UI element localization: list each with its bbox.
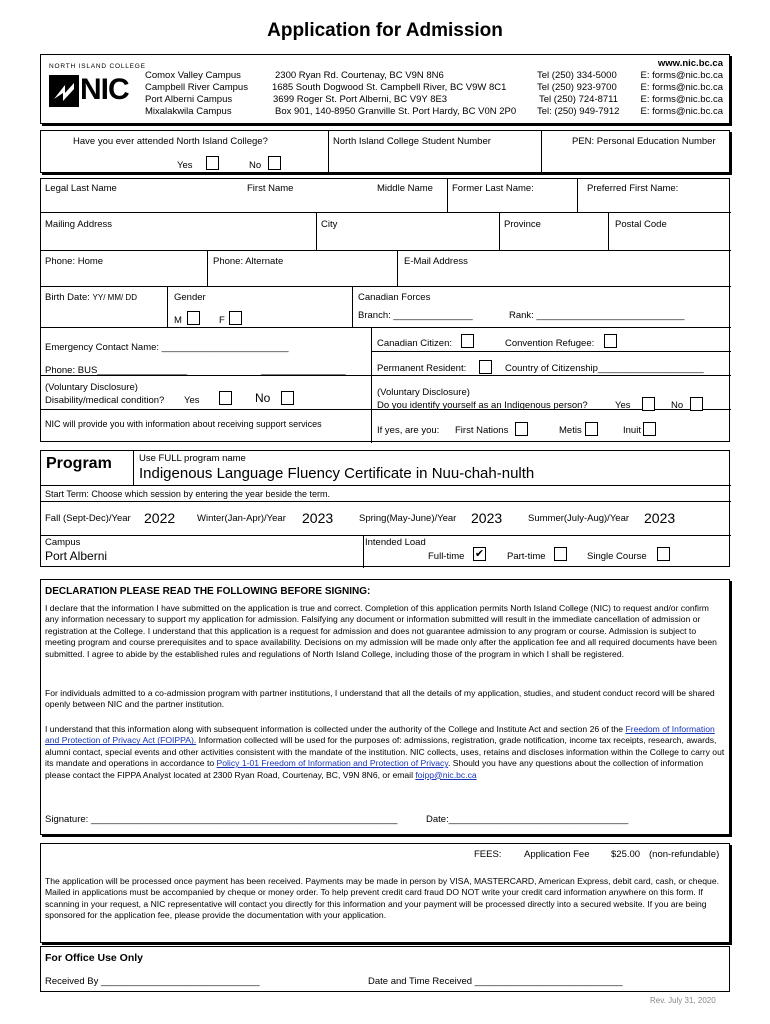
phone-home-label: Phone: Home — [45, 256, 104, 267]
preferred-first-name-label: Preferred First Name: — [587, 183, 679, 194]
phone-alternate-label: Phone: Alternate — [213, 256, 284, 267]
metis-checkbox[interactable] — [585, 422, 598, 436]
middle-name-label: Middle Name — [377, 183, 433, 194]
inuit-label: Inuit — [623, 425, 641, 436]
canadian-citizen-label: Canadian Citizen: — [377, 338, 452, 349]
winter-term-label: Winter(Jan-Apr)/Year — [197, 513, 286, 524]
spring-year-field[interactable]: 2023 — [471, 510, 503, 526]
campus-name: Comox Valley Campus — [145, 70, 241, 81]
legal-last-name-label: Legal Last Name — [45, 183, 117, 194]
gender-f-label: F — [219, 315, 225, 326]
paragraph-3-text-a: I understand that this information along with subsequent information is collected under the authority of the College and Institute Act and section 26 of the — [45, 724, 626, 734]
received-by-field[interactable]: Received By ______________________________ — [45, 976, 260, 987]
attended-section — [40, 130, 730, 173]
pen-label: PEN: Personal Education Number — [572, 136, 716, 147]
foippa-link[interactable]: Freedom of Information and Protection of Privacy Act (FOIPPA). — [45, 724, 715, 746]
campus-email: E: forms@nic.bc.ca — [640, 70, 723, 81]
page-title: Application for Admission — [267, 20, 503, 41]
application-fee-note: (non-refundable) — [649, 849, 720, 860]
birth-date-text: Birth Date: — [45, 292, 90, 303]
phone-bus-ext-field[interactable]: ________________ — [261, 365, 346, 376]
campus-tel: Tel (250) 724-8711 — [539, 94, 619, 105]
fees-label: FEES: — [474, 849, 502, 860]
campus-tel: Tel: (250) 949-7912 — [537, 106, 620, 117]
nic-logo-letters: NIC — [80, 73, 129, 106]
canadian-forces-label: Canadian Forces — [358, 292, 431, 303]
emergency-contact-field[interactable]: Emergency Contact Name: ________________________ — [45, 342, 289, 353]
campus-name: Mixalakwila Campus — [145, 106, 232, 117]
first-nations-label: First Nations — [455, 425, 509, 436]
declaration-paragraph-2: For individuals admitted to a co-admission program with partner institutions, I understand that all the details of my application, studies, and student conduct record will be shared openly between NIC and the partner institution. — [45, 688, 715, 710]
program-label: Program — [46, 455, 112, 472]
campus-address: 1685 South Dogwood St. Campbell River, BC V9W 8C1 — [272, 82, 507, 93]
disability-yes-label: Yes — [184, 395, 200, 406]
first-name-label: First Name — [247, 183, 294, 194]
date-field[interactable]: Date:__________________________________ — [426, 814, 629, 825]
province-label: Province — [504, 219, 541, 230]
campus-address: 2300 Ryan Rd. Courtenay, BC V9N 8N6 — [275, 70, 444, 81]
fulltime-checkbox[interactable]: ✔ — [474, 548, 485, 560]
voluntary-disclosure-2: (Voluntary Disclosure) — [377, 387, 470, 398]
indigenous-no-checkbox[interactable] — [690, 397, 703, 411]
paragraph-3-text-c: . Should you have any questions about the collection of information please contact the FIPPA Analyst located at 2300 Ryan Road, Courtenay, BC, V9N 8N6, or email — [45, 758, 704, 780]
campus-tel: Tel (250) 334-5000 — [537, 70, 617, 81]
fulltime-label: Full-time — [428, 551, 465, 562]
foipp-email-link[interactable]: foipp@nic.bc.ca — [415, 769, 477, 780]
first-nations-checkbox[interactable] — [515, 422, 528, 436]
date-time-received-field[interactable]: Date and Time Received ____________________________ — [368, 976, 623, 987]
former-last-name-label: Former Last Name: — [452, 183, 534, 194]
policy-link[interactable]: Policy 1-01 Freedom of Information and Protection of Privacy — [216, 758, 449, 769]
email-address-label: E-Mail Address — [404, 256, 468, 267]
student-number-label: North Island College Student Number — [333, 136, 491, 147]
program-name-hint: Use FULL program name — [139, 453, 246, 464]
canadian-citizen-checkbox[interactable] — [461, 334, 474, 348]
program-name-field[interactable]: Indigenous Language Fluency Certificate in Nuu-chah-nulth — [139, 465, 535, 482]
permanent-resident-checkbox[interactable] — [479, 360, 492, 374]
metis-label: Metis — [559, 425, 582, 436]
birth-date-label — [45, 292, 137, 303]
attended-question: Have you ever attended North Island College? — [73, 136, 268, 147]
campus-header — [40, 54, 730, 124]
support-services-note: NIC will provide you with information about receiving support services — [45, 419, 322, 429]
application-fee-amount: $25.00 — [611, 849, 641, 860]
fees-paragraph: The application will be processed once payment has been received. Payments may be made in person by VISA, MASTERCARD, American Express, debit card, cash, or cheque. Mailed in applications must be accompanied by cheque or money order. To help prevent credit card fraud DO NOT write your credit card information anywhere on this form. If scanning in your request, a NIC representative will contact you directly for this information and your payment will be processed directly into a secured website. If you are being sponsored for the application fee, please provide the documentation with your application. — [45, 876, 719, 921]
campus-label: Campus — [45, 537, 81, 548]
attended-no-label: No — [249, 160, 262, 171]
logo-text: NORTH ISLAND COLLEGE — [49, 63, 146, 70]
declaration-heading: DECLARATION PLEASE READ THE FOLLOWING BEFORE SIGNING: — [45, 586, 371, 597]
indigenous-question: Do you identify yourself as an Indigenous person? — [377, 400, 588, 411]
campus-name: Campbell River Campus — [145, 82, 248, 93]
spring-term-label: Spring(May-June)/Year — [359, 513, 457, 524]
gender-m-label: M — [174, 315, 182, 326]
parttime-checkbox[interactable] — [554, 547, 567, 561]
campus-field[interactable]: Port Alberni — [45, 549, 108, 563]
campus-name: Port Alberni Campus — [145, 94, 233, 105]
gender-label: Gender — [174, 292, 206, 303]
indigenous-yes-label: Yes — [615, 400, 631, 411]
campus-address: 3699 Roger St. Port Alberni, BC V9Y 8E3 — [273, 94, 448, 105]
campus-email: E: forms@nic.bc.ca — [640, 82, 723, 93]
city-label: City — [321, 219, 338, 230]
nic-logo-mark — [49, 75, 79, 107]
website: www.nic.bc.ca — [657, 58, 723, 69]
campus-address: Box 901, 140-8950 Granville St. Port Hardy, BC V0N 2P0 — [275, 106, 517, 117]
attended-yes-checkbox[interactable] — [206, 156, 219, 170]
student-number-field[interactable] — [331, 149, 537, 171]
birth-date-format: YY/ MM/ DD — [92, 293, 137, 302]
attended-no-checkbox[interactable] — [268, 156, 281, 170]
voluntary-disclosure-1: (Voluntary Disclosure) — [45, 382, 138, 393]
application-fee-label: Application Fee — [524, 849, 590, 860]
signature-field[interactable]: Signature: __________________________________________________________ — [45, 814, 398, 825]
winter-year-field[interactable]: 2023 — [302, 510, 334, 526]
branch-field[interactable]: Branch: _______________ — [358, 310, 473, 321]
disability-no-label: No — [255, 391, 271, 405]
single-course-label: Single Course — [587, 551, 647, 562]
summer-year-field[interactable]: 2023 — [644, 510, 676, 526]
country-citizenship-field[interactable]: Country of Citizenship____________________ — [505, 363, 704, 374]
fall-year-field[interactable]: 2022 — [144, 510, 176, 526]
office-use-heading: For Office Use Only — [45, 952, 144, 964]
disability-no-checkbox[interactable] — [281, 391, 294, 405]
pen-field[interactable] — [545, 149, 727, 171]
program-section — [40, 450, 730, 567]
campus-email: E: forms@nic.bc.ca — [640, 106, 723, 117]
indigenous-yes-checkbox[interactable] — [642, 397, 655, 411]
convention-refugee-label: Convention Refugee: — [505, 338, 595, 349]
personal-info-section — [40, 178, 730, 442]
indigenous-no-label: No — [671, 400, 684, 411]
paragraph-3-text-b: Information collected will be used for the purposes of: admissions, registration, grade notification, income tax receipts, research, awards, alumni contact, special events and other activities consistent with the mandate of the institution. NIC collects, uses, retains and discloses information within the College to carry out its mandate and operations in accordance to — [45, 735, 725, 769]
mailing-address-label: Mailing Address — [45, 219, 113, 230]
fall-term-label: Fall (Sept-Dec)/Year — [45, 513, 131, 524]
declaration-paragraph-3 — [45, 724, 725, 781]
phone-bus-field[interactable]: Phone: BUS_________________ — [45, 365, 188, 376]
campus-tel: Tel (250) 923-9700 — [537, 82, 617, 93]
single-course-checkbox[interactable] — [657, 547, 670, 561]
start-term-note: Start Term: Choose which session by entering the year beside the term. — [45, 489, 330, 499]
attended-yes-label: Yes — [177, 160, 193, 171]
intended-load-label: Intended Load — [365, 537, 426, 548]
convention-refugee-checkbox[interactable] — [604, 334, 617, 348]
parttime-label: Part-time — [507, 551, 546, 562]
disability-label: Disability/medical condition? — [45, 395, 165, 406]
permanent-resident-label: Permanent Resident: — [377, 363, 467, 374]
if-yes-label: If yes, are you: — [377, 425, 440, 436]
gender-m-checkbox[interactable] — [187, 311, 200, 325]
nic-logo — [49, 75, 137, 107]
declaration-paragraph-1: I declare that the information I have submitted on the application is true and correct. Completion of this application permits North Island College (NIC) to request and/or confirm any information necessary to support my application for admission. Falsifying any document or information submitted will result in the immediate cancellation of admission or registration at the College. I understand that this application is a request for admission and does not guarantee admission to any program or course. Admission is subject to meeting program and course prerequisites and to space availability. Decisions on my admission will be made only after the application fee and all required documents have been submitted. I agree to abide by the established rules and regulations of North Island College, including those of the program in which I shall be registered. — [45, 603, 717, 659]
summer-term-label: Summer(July-Aug)/Year — [528, 513, 630, 524]
gender-f-checkbox[interactable] — [229, 311, 242, 325]
revision-date: Rev. July 31, 2020 — [650, 996, 716, 1005]
disability-yes-checkbox[interactable] — [219, 391, 232, 405]
campus-email: E: forms@nic.bc.ca — [640, 94, 723, 105]
inuit-checkbox[interactable] — [643, 422, 656, 436]
rank-field[interactable]: Rank: ____________________________ — [509, 310, 685, 321]
postal-code-label: Postal Code — [615, 219, 667, 230]
